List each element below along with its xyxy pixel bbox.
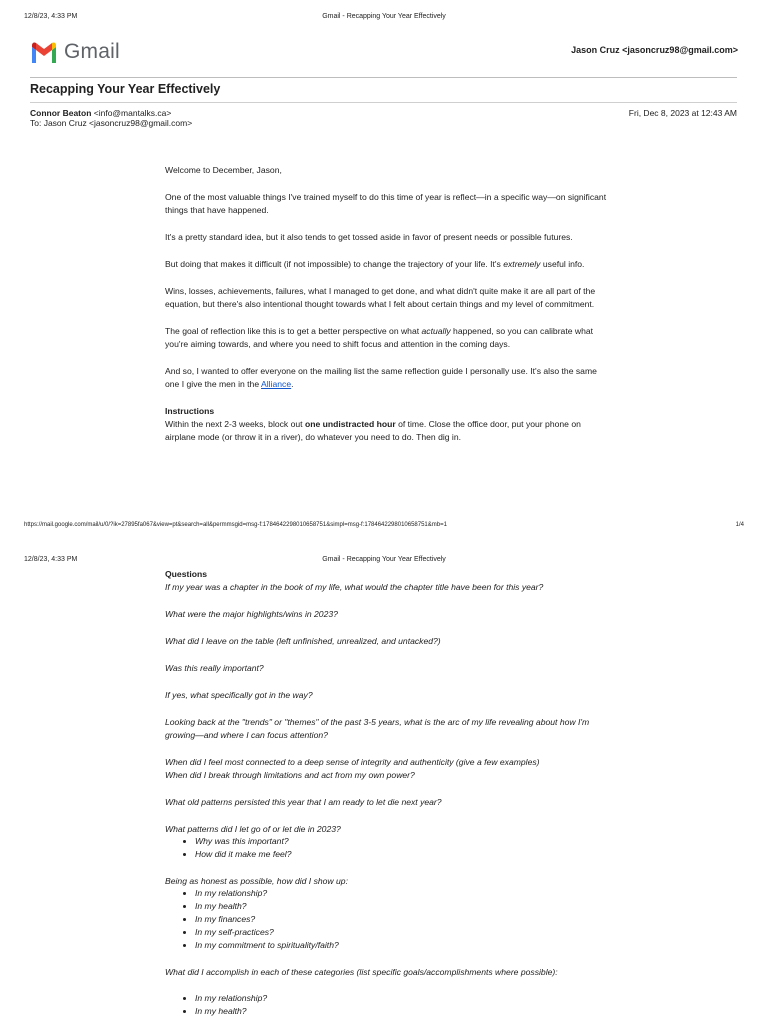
question-10: Being as honest as possible, how did I show up: bbox=[165, 876, 348, 886]
list-item: • In my health? bbox=[195, 900, 610, 913]
list-item: • In my health? bbox=[195, 1005, 610, 1018]
paragraph-5-text: The goal of reflection like this is to get a better perspective on what bbox=[165, 326, 422, 336]
email-body-page2 bbox=[165, 568, 610, 1032]
paragraph-6 bbox=[165, 365, 610, 391]
question-7b: When did I break through limitations and act from my own power? bbox=[165, 770, 415, 780]
paragraph-3-emphasis: extremely bbox=[503, 259, 541, 269]
list-item: • How did it make me feel? bbox=[195, 848, 610, 861]
instructions-text-start: Within the next 2-3 weeks, block out bbox=[165, 419, 305, 429]
paragraph-5 bbox=[165, 325, 610, 351]
instructions-heading: Instructions bbox=[165, 406, 215, 416]
paragraph-6-text: And so, I wanted to offer everyone on the mailing list the same reflection guide I personally use. It's also the same one I give the men in the bbox=[165, 366, 597, 389]
question-2: What were the major highlights/wins in 2023? bbox=[165, 609, 338, 619]
question-8: What old patterns persisted this year that I am ready to let die next year? bbox=[165, 797, 442, 807]
question-1: If my year was a chapter in the book of my life, what would the chapter title have been for this year? bbox=[165, 582, 544, 592]
list-item: • In my commitment to spirituality/faith? bbox=[195, 939, 610, 952]
paragraph-1: One of the most valuable things I've trained myself to do this time of year is reflect—in a specific way—on significant things that have happened. bbox=[165, 192, 607, 215]
instructions-text bbox=[165, 418, 610, 444]
paragraph-3-text: But doing that makes it difficult (if not impossible) to change the trajectory of your life. It's bbox=[165, 259, 504, 269]
print-datetime: 12/8/23, 4:33 PM bbox=[24, 556, 78, 563]
print-url: https://mail.google.com/mail/u/0/?ik=27895fa067&view=pt&search=all&permmsgid=msg-f:1784642298010658751&simpl=msg-f:1784642298010658751&mb=1 bbox=[24, 522, 447, 528]
question-5: If yes, what specifically got in the way? bbox=[165, 690, 313, 700]
question-10-list bbox=[165, 887, 610, 952]
question-9: What patterns did I let go of or let die in 2023? bbox=[165, 824, 341, 834]
gmail-logo[interactable] bbox=[30, 40, 120, 64]
print-page-number: 1/4 bbox=[735, 522, 744, 528]
question-4: Was this really important? bbox=[165, 663, 264, 673]
print-header-page1 bbox=[0, 13, 768, 25]
print-datetime: 12/8/23, 4:33 PM bbox=[24, 13, 78, 20]
question-7a: When did I feel most connected to a deep sense of integrity and authenticity (give a few examples) bbox=[165, 757, 540, 767]
question-6: Looking back at the "trends" or "themes" of the past 3-5 years, what is the arc of my life revealing about how I'm growing—and where I can focus attention? bbox=[165, 717, 590, 740]
header-divider bbox=[30, 77, 737, 78]
sender-block bbox=[30, 108, 192, 128]
question-7 bbox=[165, 756, 610, 782]
subject-divider bbox=[30, 102, 737, 103]
alliance-link[interactable]: Alliance bbox=[261, 379, 292, 389]
gmail-m-icon bbox=[30, 42, 58, 63]
instructions-text-end: of time. Close the office door, put your phone on airplane mode (or throw it in a river), do whatever you need to do. Then dig in. bbox=[165, 419, 581, 442]
sender-email: <info@mantalks.ca> bbox=[91, 108, 172, 118]
sender-name: Connor Beaton bbox=[30, 108, 92, 118]
list-item: • In my finances? bbox=[195, 913, 610, 926]
paragraph-3 bbox=[165, 258, 610, 271]
questions-heading: Questions bbox=[165, 569, 208, 579]
greeting: Welcome to December, Jason, bbox=[165, 165, 282, 175]
list-item: • In my relationship? bbox=[195, 992, 610, 1005]
email-body-page1 bbox=[165, 164, 610, 444]
paragraph-5-text-end: happened, so you can calibrate what you're aiming towards, and where you need to shift focus and attention in the coming days. bbox=[165, 326, 594, 349]
question-11-list bbox=[165, 992, 610, 1018]
gmail-wordmark: Gmail bbox=[64, 40, 120, 63]
paragraph-6-text-end: . bbox=[291, 379, 294, 389]
question-11: What did I accomplish in each of these categories (list specific goals/accomplishments where possible): bbox=[165, 967, 558, 977]
paragraph-3-text-end: useful info. bbox=[540, 259, 585, 269]
email-date: Fri, Dec 8, 2023 at 12:43 AM bbox=[628, 108, 737, 118]
paragraph-2: It's a pretty standard idea, but it also tends to get tossed aside in favor of present needs or possible futures. bbox=[165, 232, 573, 242]
paragraph-5-emphasis: actually bbox=[421, 326, 451, 336]
instructions-section bbox=[165, 405, 610, 444]
list-item: • Why was this important? bbox=[195, 835, 610, 848]
question-9-list bbox=[165, 835, 610, 861]
print-title: Gmail - Recapping Your Year Effectively bbox=[322, 556, 446, 563]
list-item: • In my relationship? bbox=[195, 887, 610, 900]
instructions-emphasis: one undistracted hour bbox=[304, 419, 396, 429]
question-3: What did I leave on the table (left unfinished, unrealized, and untacked?) bbox=[165, 636, 441, 646]
print-title: Gmail - Recapping Your Year Effectively bbox=[322, 13, 446, 20]
print-header-page2 bbox=[0, 556, 768, 568]
recipient-line: To: Jason Cruz <jasoncruz98@gmail.com> bbox=[30, 118, 193, 128]
email-subject: Recapping Your Year Effectively bbox=[30, 82, 221, 96]
sender-line bbox=[30, 108, 192, 118]
account-email: Jason Cruz <jasoncruz98@gmail.com> bbox=[571, 45, 738, 55]
list-item: • In my self-practices? bbox=[195, 926, 610, 939]
paragraph-4: Wins, losses, achievements, failures, what I managed to get done, and what didn't quite make it are all part of the equation, but there's also intentional thought towards what I felt about certain things and my level of commitment. bbox=[165, 286, 596, 309]
